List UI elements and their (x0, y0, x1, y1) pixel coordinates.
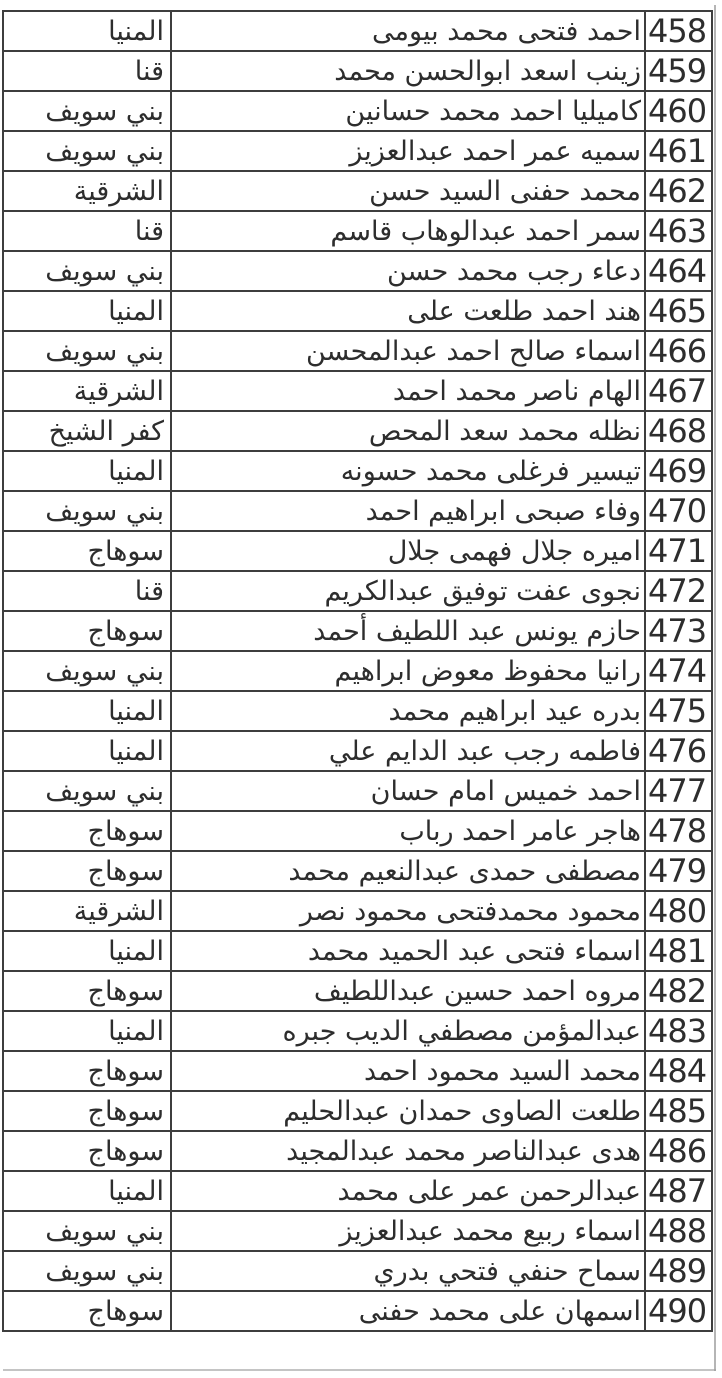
governorate: بني سويف (3, 771, 171, 811)
table-row (3, 1011, 712, 1051)
governorate: بني سويف (3, 1251, 171, 1291)
table-row (3, 211, 712, 251)
governorate: سوهاج (3, 971, 171, 1011)
table-row (3, 131, 712, 171)
row-number: 485 (645, 1091, 712, 1131)
table-row (3, 851, 712, 891)
table-row (3, 171, 712, 211)
row-number: 463 (645, 211, 712, 251)
person-name: اميره جلال فهمى جلال (171, 531, 645, 571)
table-row (3, 1211, 712, 1251)
person-name: سماح حنفي فتحي بدري (171, 1251, 645, 1291)
person-name: هدى عبدالناصر محمد عبدالمجيد (171, 1131, 645, 1171)
row-number: 489 (645, 1251, 712, 1291)
row-number: 462 (645, 171, 712, 211)
governorate: قنا (3, 571, 171, 611)
table-row (3, 251, 712, 291)
governorate: سوهاج (3, 1091, 171, 1131)
page-edge-horizontal-line (3, 1369, 716, 1371)
person-name: مروه احمد حسين عبداللطيف (171, 971, 645, 1011)
governorate: المنيا (3, 291, 171, 331)
person-name: بدره عيد ابراهيم محمد (171, 691, 645, 731)
table-row (3, 931, 712, 971)
person-name: محمد السيد محمود احمد (171, 1051, 645, 1091)
row-number: 471 (645, 531, 712, 571)
table-row (3, 11, 712, 51)
person-name: سميه عمر احمد عبدالعزيز (171, 131, 645, 171)
person-name: عبدالرحمن عمر على محمد (171, 1171, 645, 1211)
table-row (3, 411, 712, 451)
row-number: 483 (645, 1011, 712, 1051)
person-name: كاميليا احمد محمد حسانين (171, 91, 645, 131)
person-name: فاطمه رجب عبد الدايم علي (171, 731, 645, 771)
row-number: 467 (645, 371, 712, 411)
governorate: بني سويف (3, 651, 171, 691)
person-name: دعاء رجب محمد حسن (171, 251, 645, 291)
table-row (3, 91, 712, 131)
person-name: هند احمد طلعت على (171, 291, 645, 331)
person-name: طلعت الصاوى حمدان عبدالحليم (171, 1091, 645, 1131)
roster-table (2, 10, 713, 1332)
table-row (3, 651, 712, 691)
row-number: 458 (645, 11, 712, 51)
governorate: المنيا (3, 691, 171, 731)
row-number: 466 (645, 331, 712, 371)
row-number: 460 (645, 91, 712, 131)
table-row (3, 691, 712, 731)
row-number: 488 (645, 1211, 712, 1251)
governorate: قنا (3, 211, 171, 251)
row-number: 484 (645, 1051, 712, 1091)
row-number: 477 (645, 771, 712, 811)
table-row (3, 491, 712, 531)
governorate: سوهاج (3, 851, 171, 891)
table-row (3, 891, 712, 931)
person-name: محمود محمدفتحى محمود نصر (171, 891, 645, 931)
governorate: سوهاج (3, 531, 171, 571)
governorate: الشرقية (3, 171, 171, 211)
row-number: 470 (645, 491, 712, 531)
row-number: 465 (645, 291, 712, 331)
table-row (3, 811, 712, 851)
person-name: حازم يونس عبد اللطيف أحمد (171, 611, 645, 651)
table-row (3, 1291, 712, 1331)
person-name: اسماء صالح احمد عبدالمحسن (171, 331, 645, 371)
governorate: الشرقية (3, 371, 171, 411)
table-row (3, 731, 712, 771)
row-number: 476 (645, 731, 712, 771)
governorate: بني سويف (3, 91, 171, 131)
row-number: 478 (645, 811, 712, 851)
row-number: 482 (645, 971, 712, 1011)
governorate: بني سويف (3, 1211, 171, 1251)
table-row (3, 291, 712, 331)
governorate: الشرقية (3, 891, 171, 931)
person-name: نظله محمد سعد المحص (171, 411, 645, 451)
governorate: كفر الشيخ (3, 411, 171, 451)
row-number: 464 (645, 251, 712, 291)
row-number: 479 (645, 851, 712, 891)
person-name: اسمهان على محمد حفنى (171, 1291, 645, 1331)
person-name: احمد خميس امام حسان (171, 771, 645, 811)
table-row (3, 611, 712, 651)
person-name: الهام ناصر محمد احمد (171, 371, 645, 411)
governorate: المنيا (3, 731, 171, 771)
table-row (3, 971, 712, 1011)
governorate: قنا (3, 51, 171, 91)
person-name: تيسير فرغلى محمد حسونه (171, 451, 645, 491)
row-number: 487 (645, 1171, 712, 1211)
governorate: بني سويف (3, 491, 171, 531)
roster-table-body (3, 11, 712, 1331)
table-row (3, 1171, 712, 1211)
table-row (3, 1251, 712, 1291)
person-name: مصطفى حمدى عبدالنعيم محمد (171, 851, 645, 891)
row-number: 486 (645, 1131, 712, 1171)
row-number: 461 (645, 131, 712, 171)
governorate: بني سويف (3, 131, 171, 171)
page-edge-vertical-line (714, 5, 716, 1371)
governorate: سوهاج (3, 811, 171, 851)
governorate: بني سويف (3, 331, 171, 371)
row-number: 473 (645, 611, 712, 651)
governorate: سوهاج (3, 1051, 171, 1091)
person-name: محمد حفنى السيد حسن (171, 171, 645, 211)
governorate: المنيا (3, 931, 171, 971)
table-row (3, 771, 712, 811)
person-name: نجوى عفت توفيق عبدالكريم (171, 571, 645, 611)
row-number: 459 (645, 51, 712, 91)
table-row (3, 1131, 712, 1171)
row-number: 490 (645, 1291, 712, 1331)
person-name: اسماء فتحى عبد الحميد محمد (171, 931, 645, 971)
roster-table-container (2, 10, 711, 1332)
row-number: 480 (645, 891, 712, 931)
governorate: المنيا (3, 11, 171, 51)
row-number: 468 (645, 411, 712, 451)
table-row (3, 451, 712, 491)
table-row (3, 571, 712, 611)
table-row (3, 1051, 712, 1091)
person-name: عبدالمؤمن مصطفي الديب جبره (171, 1011, 645, 1051)
person-name: وفاء صبحى ابراهيم احمد (171, 491, 645, 531)
person-name: هاجر عامر احمد رباب (171, 811, 645, 851)
table-row (3, 1091, 712, 1131)
governorate: بني سويف (3, 251, 171, 291)
row-number: 481 (645, 931, 712, 971)
person-name: احمد فتحى محمد بيومى (171, 11, 645, 51)
table-row (3, 331, 712, 371)
person-name: سمر احمد عبدالوهاب قاسم (171, 211, 645, 251)
row-number: 469 (645, 451, 712, 491)
governorate: سوهاج (3, 611, 171, 651)
governorate: المنيا (3, 1011, 171, 1051)
person-name: رانيا محفوظ معوض ابراهيم (171, 651, 645, 691)
person-name: زينب اسعد ابوالحسن محمد (171, 51, 645, 91)
person-name: اسماء ربيع محمد عبدالعزيز (171, 1211, 645, 1251)
table-row (3, 371, 712, 411)
row-number: 475 (645, 691, 712, 731)
row-number: 472 (645, 571, 712, 611)
row-number: 474 (645, 651, 712, 691)
governorate: المنيا (3, 451, 171, 491)
table-row (3, 531, 712, 571)
governorate: المنيا (3, 1171, 171, 1211)
governorate: سوهاج (3, 1131, 171, 1171)
governorate: سوهاج (3, 1291, 171, 1331)
table-row (3, 51, 712, 91)
